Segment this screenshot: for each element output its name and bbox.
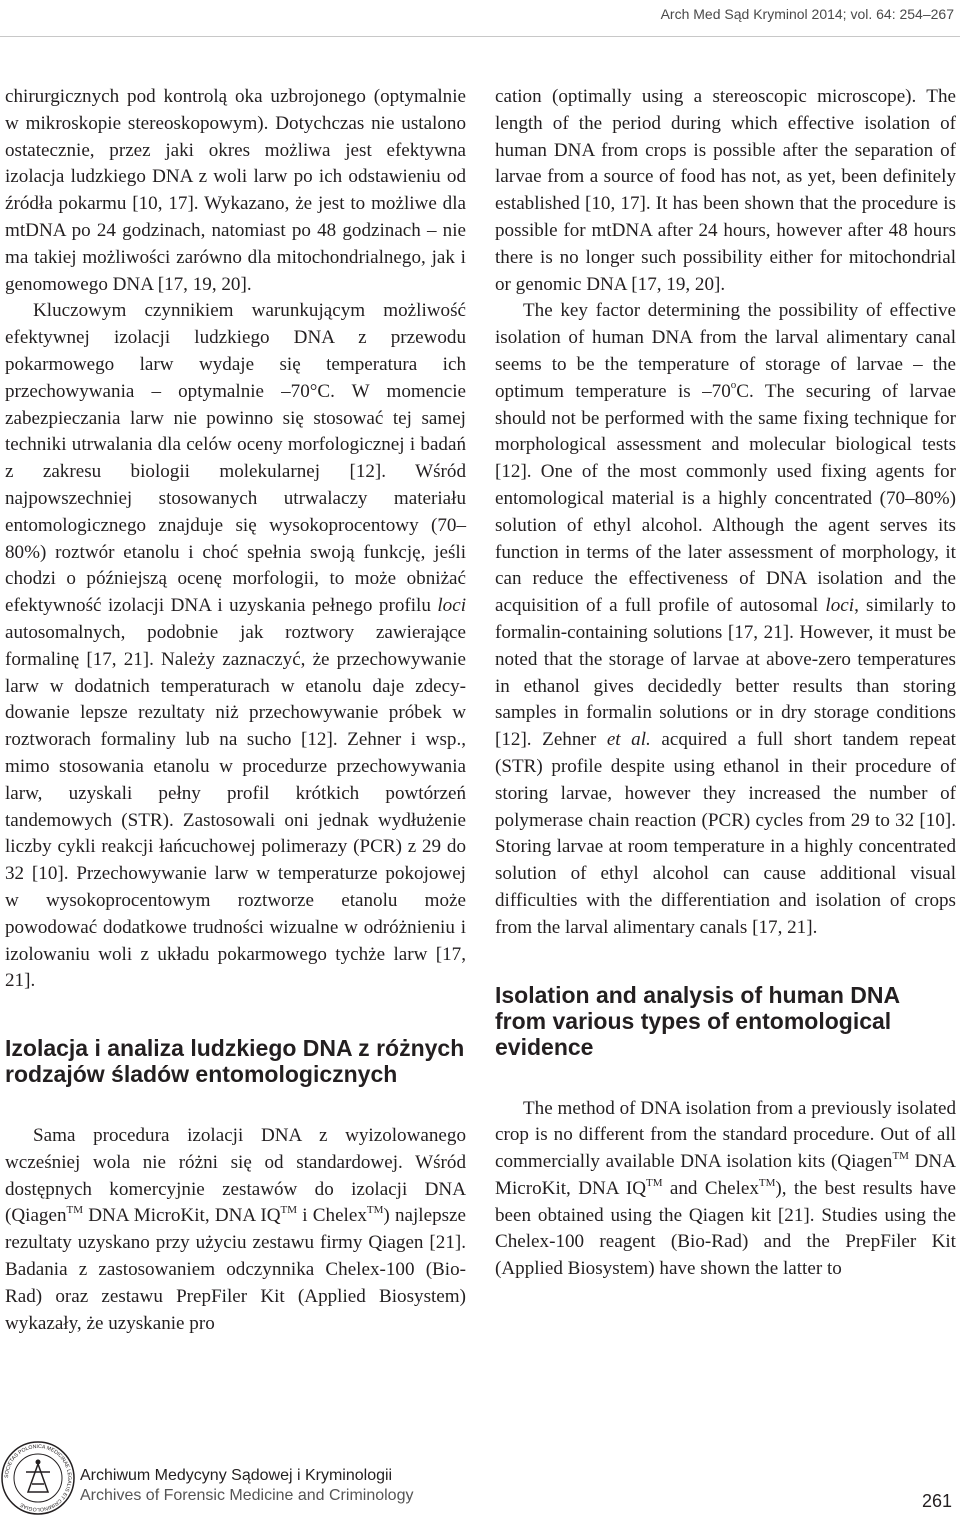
superscript: TM [892,1149,909,1162]
section-heading: Izolacja i analiza ludzkiego DNA z różnych rodzajów śladów entomologicznych [5,1035,465,1088]
spacer [495,1060,956,1096]
italic-term: loci [825,595,855,617]
paragraph-text: Sama procedura izolacji DNA z wyizolowanego wcześniej wola nie różni się od standardowej. Wśród dostępnych komercyjnie zestawów do izolacji DNA (Qiagen [5,1125,466,1227]
superscript: TM [366,1204,384,1217]
paragraph-text: ) najlepsze rezultaty uzyskano przy użyciu zestawu firmy Qiagen [21]. Badania z zastosowaniem odczynnika Chelex-100 (Bio-Rad) oraz zestawu PrepFiler Kit (Applied Biosystem) wykazały, że uzyskanie pro [5,1205,467,1334]
scales-emblem-icon [28,1464,48,1492]
paragraph [495,298,956,941]
seal-lettering-path: SOCIETAS POLONICA MEDICINAE LEGALIS ET CRIMINOLOGIAE [3,1443,73,1513]
seal-outer-ring [2,1442,74,1514]
paragraph-text: and Chelex [662,1177,759,1199]
spacer [5,995,466,1035]
paragraph-text: i Chelex [297,1205,367,1227]
paragraph-text: , similarly to formalin-containing solutions [17, 21]. However, it must be noted that the storage of larvae at above-zero temperatures in ethanol gives decidedly better results than storing samples in formalin solutions or in dry storage conditions [12]. Zehner [495,595,956,751]
superscript: TM [758,1176,776,1189]
paragraph-text: DNA MicroKit, DNA IQ [495,1151,957,1199]
paragraph [495,1096,956,1284]
page-number: 261 [921,1491,952,1511]
paragraph-text: autosomalnych, podobnie jak roztwory zawierające formalinę [17, 21]. Należy zaznaczyć, że przechowywanie larw w dodatnich temperaturach w etanolu daje zdecydowanie lepsze rezultaty niż przechowywanie próbek w roztworach formaliny lub na sucho [12]. Zehner i wsp., mimo stosowania etanolu w procedurze przechowywania larw, uzyskali pełny profil krótkich powtórzeń tandemowych (STR). Zastosowali oni jednak wydłużenie liczby cykli reakcji łańcuchowej polimerazy (PCR) z 29 do 32 [10]. Przechowywanie larw w temperaturze pokojowej w wysokoprocentowym roztworze etanolu może powodować dodatkowe trudności wizualne w odróżnieniu i izolowaniu woli z układu pokarmowego tychże larw [17, 21]. [5,621,466,992]
paragraph-text: The method of DNA isolation from a previously isolated crop is no different from the standard procedure. Out of all commercially available DNA isolation kits (Qiagen [495,1097,956,1173]
spacer [5,1087,466,1123]
paragraph-text: acquired a full short tandem repeat (STR) profile despite using ethanol in their procedure of storing larvae, however they increased the number of polymerase chain reaction (PCR) cycles from 29 to 32 [10]. Storing larvae at room temperature in a highly concentrated solution of ethyl alcohol can cause additional visual difficulties with the differentiation and isolation of crops from the larval alimentary canals [17, 21]. [495,729,956,938]
superscript: TM [646,1176,663,1189]
journal-name-polish: Archiwum Medycyny Sądowej i Kryminologii [80,1467,393,1484]
superscript: TM [66,1204,83,1217]
right-column-english [495,84,956,1283]
paragraph: chirurgicznych pod kontrolą oka uzbrojonego (optymalnie w mikroskopie stereoskopowym). Dotychczas nie ustalono ostatecznie, przez jaki okres możliwa jest efektywna izolacja ludzkiego DNA z woli larw po ich odstawieniu od źródła pokarmu [10, 17]. Wykazano, że jest to możliwe dla mtDNA po 24 godzinach, natomiast po 48 godzinach – nie ma takiej możliwości zarówno dla mitochondrialnego, jak i genomowego DNA [17, 19, 20]. [5,86,466,295]
italic-term: et al. [606,729,651,751]
paragraph-text: The key factor determining the possibility of effective isolation of human DNA from the larval alimentary canal seems to be the temperature of storage of larvae – the optimum temperature is –70 [495,300,956,402]
paragraph-text: C. The securing of larvae should not be performed with the same fixing technique for morphological assessment and molecular biological tests [12]. One of the most commonly used fixing agents for entomological material is a highly concentrated (70–80%) solution of ethyl alcohol. Although the agent serves its function in terms of the later assessment of morphology, it can reduce the effectiveness of DNA isolation and the acquisition of a full profile of autosomal [495,380,956,617]
paragraph-text: ), the best results have been obtained using the Qiagen kit [21]. Studies using the Chelex-100 reagent (Bio-Rad) and the PrepFiler Kit (Applied Biosystem) have shown the latter to [495,1177,956,1280]
paragraph: cation (optimally using a stereoscopic microscope). The length of the period during which effective isolation of human DNA from crops is possible after the separation of larvae from a source of food has not, as yet, been definitely established [10, 17]. It has been shown that the procedure is possible for mtDNA after 24 hours, however after 48 hours there is no longer such possibility either for mitochondrial or genomic DNA [17, 19, 20]. [495,86,956,295]
superscript: TM [280,1204,298,1217]
running-head: Arch Med Sąd Kryminol 2014; vol. 64: 254–267 [660,6,954,22]
left-column-polish [5,84,466,1337]
paragraph [5,1123,466,1337]
italic-term: loci [437,595,467,617]
paragraph [5,298,466,995]
journal-name-english: Archives of Forensic Medicine and Criminology [80,1487,414,1504]
paragraph-text: DNA MicroKit, DNA IQ [83,1205,281,1227]
spacer [495,942,956,982]
footer-journal-title [80,1466,413,1506]
paragraph-text: Kluczowym czynnikiem warunkującym możliwość efektywnej izolacji ludzkiego DNA z przewodu pokarmowego larw wydaje się temperatura ich przechowywania – optymalnie –70°C. W momencie zabezpieczania larw nie powinno się stosować tej samej techniki utrwalania dla celów oceny morfologicznej i badań z zakresu biologii molekularnej [12]. Wśród najpowszechniej stosowanych utrwalaczy materiału entomologicznego znajduje się wysokoprocentowy (70–80%) roztwór etanolu i choć spełnia swoją funkcję, jeśli chodzi o późniejszą ocenę morfologii, to może obniżać efektywność izolacji DNA i uzyskania pełnego profilu [5,300,466,617]
emblem-top-icon [36,1460,41,1465]
superscript: o [730,379,737,392]
section-heading: Isolation and analysis of human DNA from various types of entomological evidence [495,981,900,1060]
society-seal-logo [0,1440,76,1516]
header-rule [0,36,960,37]
